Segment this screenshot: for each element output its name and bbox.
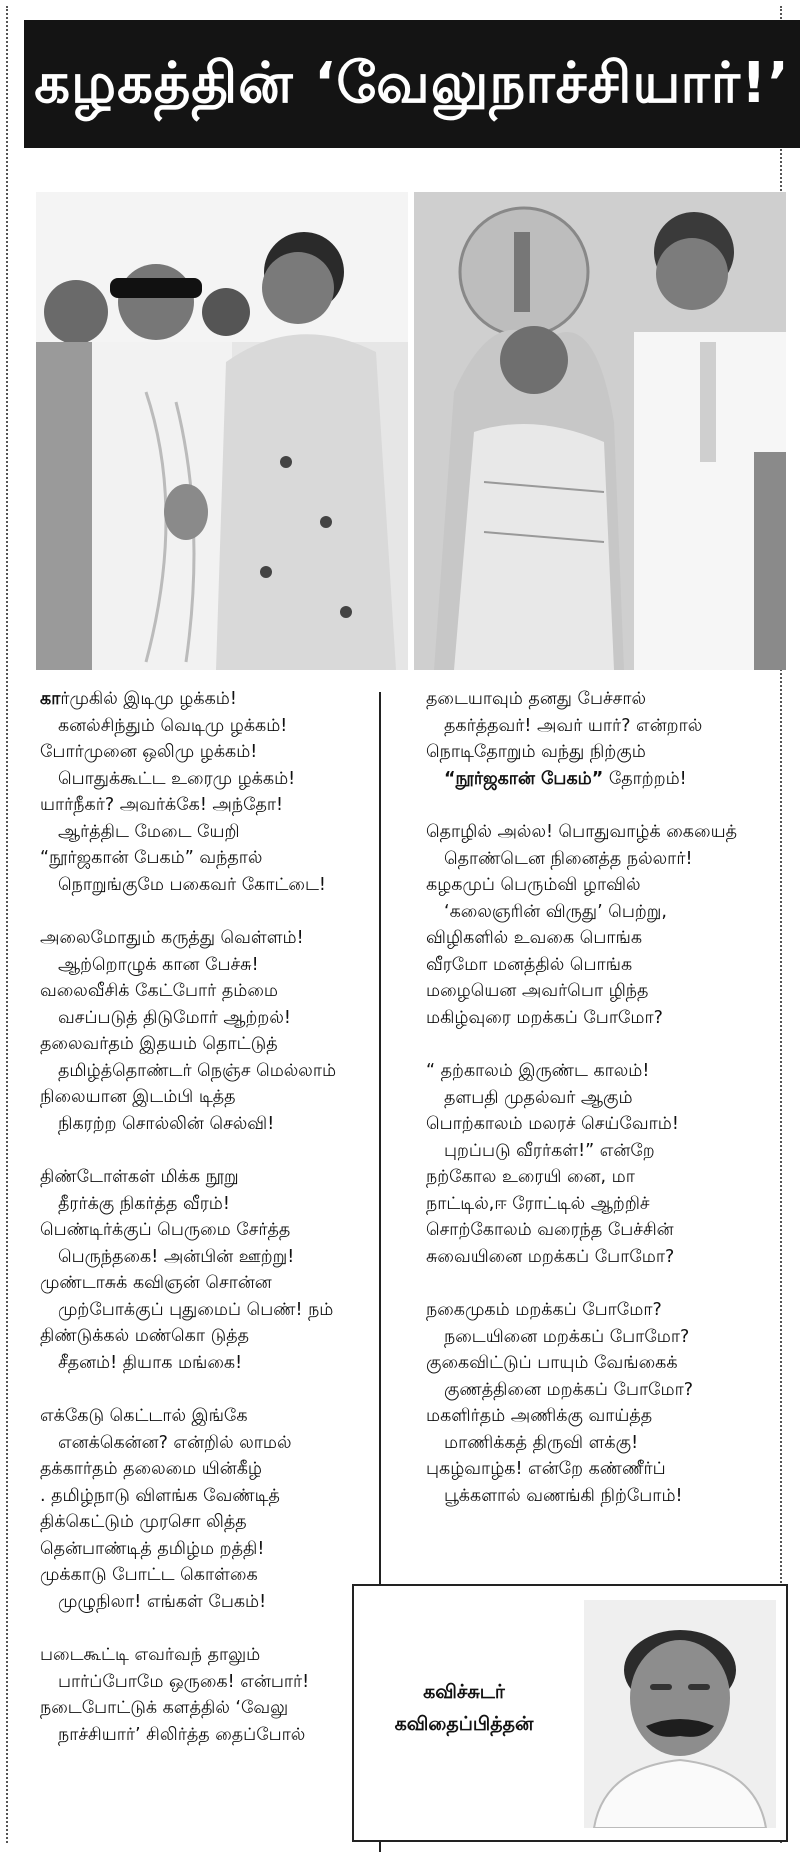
poem-line: மழையென அவர்பொ ழிந்த (426, 981, 649, 1001)
poem-line: எக்கேடு கெட்டால் இங்கே (40, 1406, 248, 1426)
poem-line: தலைவர்தம் இதயம் தொட்டுத் (40, 1034, 278, 1054)
byline-box (352, 1584, 788, 1842)
poem-line: பூக்களால் வணங்கி நிற்போம்! (444, 1485, 683, 1506)
photo-right-illustration (414, 192, 786, 670)
poem-line: மாணிக்கத் திருவி ளக்கு! (444, 1432, 639, 1453)
poet-portrait-illustration (584, 1600, 776, 1828)
poem-line: நிகரற்ற சொல்லின் செல்வி! (58, 1113, 275, 1134)
poem-line: “ தற்காலம் இருண்ட காலம்! (426, 1061, 650, 1081)
poem-line: சுவையினை மறக்கப் போமோ? (426, 1246, 675, 1267)
byline (374, 1676, 554, 1740)
poem-line: குகைவிட்டுப் பாயும் வேங்கைக் (426, 1353, 678, 1373)
poem-line: தளபதி முதல்வர் ஆகும் (444, 1087, 633, 1108)
poem-line: திண்டுக்கல் மண்கொ டுத்த (40, 1326, 249, 1346)
page-title: கழகத்தின் ‘வேலுநாச்சியார்!’ (34, 51, 790, 116)
poem-line: புகழ்வாழ்க! என்றே கண்ணீர்ப் (426, 1459, 666, 1479)
stanza-3 (40, 1164, 375, 1376)
poem-line: தொண்டென நினைத்த நல்லார்! (444, 848, 693, 869)
poem-line: யார்நீகர்? அவர்க்கே! அந்தோ! (40, 795, 284, 815)
poem-line: விழிகளில் உவகை பொங்க (426, 928, 643, 948)
poem-line (40, 686, 375, 713)
poem-line: நாட்டில்,ஈ ரோட்டில் ஆற்றிச் (426, 1193, 650, 1214)
poet-portrait (584, 1600, 776, 1828)
poem-line: முக்காடு போட்ட கொள்கை (40, 1565, 258, 1585)
poem-right-column (426, 686, 796, 1536)
poem-line: தென்பாண்டித் தமிழ்ம றத்தி! (40, 1538, 265, 1559)
poem-line: தமிழ்த்தொண்டர் நெஞ்ச மெல்லாம் (58, 1060, 337, 1081)
poem-line: முண்டாசுக் கவிஞன் சொன்ன (40, 1273, 272, 1293)
poem-line: நாச்சியார்’ சிலிர்த்த தைப்போல் (58, 1724, 306, 1745)
poem-line: கழகமுப் பெரும்வி ழாவில் (426, 875, 641, 895)
poet-title: கவிச்சுடர் (423, 1681, 505, 1703)
poem-line: தீரர்க்கு நிகர்த்த வீரம்! (58, 1193, 230, 1214)
poem-line: பெண்டிர்க்குப் பெருமை சேர்த்த (40, 1220, 291, 1240)
poem-line: பார்ப்போமே ஒருகை! என்பார்! (58, 1671, 310, 1692)
stanza-7 (426, 819, 796, 1031)
photo-left-illustration (36, 192, 408, 670)
photo-strip (36, 192, 786, 670)
poem-line: மகிழ்வுரை மறக்கப் போமோ? (426, 1007, 663, 1028)
newspaper-page (6, 6, 790, 1843)
poem-line: தொழில் அல்ல! பொதுவாழ்க் கையைத் (426, 822, 737, 842)
poem-line: வசப்படுத் திடுமோர் ஆற்றல்! (58, 1007, 291, 1028)
poem-line: முழுநிலா! எங்கள் பேகம்! (58, 1591, 267, 1612)
poem-line: தக்கார்தம் தலைமை யின்கீழ் (40, 1459, 263, 1479)
poem-line: நடையினை மறக்கப் போமோ? (444, 1326, 690, 1347)
poem-line: பெருந்தகை! அன்பின் ஊற்று! (58, 1246, 295, 1267)
stanza-1 (40, 686, 375, 898)
poem-line: முற்போக்குப் புதுமைப் பெண்! நம் (58, 1299, 334, 1320)
poem-line: அலைமோதும் கருத்து வெள்ளம்! (40, 928, 304, 948)
poet-name: கவிதைப்பித்தன் (394, 1713, 534, 1735)
poem-line: வலைவீசிக் கேட்போர் தம்மை (40, 981, 279, 1001)
poem-line: நற்கோல உரையி னை, மா (426, 1167, 635, 1187)
poem-line-text: தோற்றம்! (603, 768, 687, 789)
title-banner (24, 20, 800, 148)
poem-line: தகர்த்தவர்! அவர் யார்? என்றால் (444, 715, 703, 736)
highlight-name: “நூர்ஜகான் பேகம்” (444, 768, 604, 789)
poem-line: நொறுங்குமே பகைவர் கோட்டை! (58, 874, 326, 895)
poem-line: நொடிதோறும் வந்து நிற்கும் (426, 742, 646, 762)
poem-line: திக்கெட்டும் முரசொ லித்த (40, 1512, 247, 1532)
poem-line: . தமிழ்நாடு விளங்க வேண்டித் (40, 1485, 280, 1506)
photo-right-meeting (414, 192, 786, 670)
poem-line: ‘கலைஞரின் விருது’ பெற்று, (444, 901, 667, 922)
poem-line: சீதனம்! தியாக மங்கை! (58, 1352, 243, 1373)
poem-line: பொற்காலம் மலரச் செய்வோம்! (426, 1114, 679, 1134)
poem-line: சொற்கோலம் வரைந்த பேச்சின் (426, 1220, 674, 1240)
poem-line: போர்முனை ஒலிமு ழக்கம்! (40, 742, 258, 762)
stanza-8 (426, 1058, 796, 1270)
poem-left-column (40, 686, 375, 1775)
poem-line-text: ர்முகில் இடிமு ழக்கம்! (60, 689, 237, 709)
poem-line: திண்டோள்கள் மிக்க நூறு (40, 1167, 239, 1187)
poem-line: வீரமோ மனத்தில் பொங்க (426, 954, 633, 975)
poem-line: நகைமுகம் மறக்கப் போமோ? (426, 1300, 662, 1320)
poem-line: ஆற்றொழுக் கான பேச்சு! (58, 954, 259, 975)
poem-line: தடையாவும் தனது பேச்சால் (426, 689, 647, 709)
stanza-6 (426, 686, 796, 792)
poem-line: படைகூட்டி எவர்வந் தாலும் (40, 1645, 261, 1665)
photo-left-rally (36, 192, 408, 670)
stanza-2 (40, 925, 375, 1137)
poem-line: “நூர்ஜகான் பேகம்” வந்தால் (40, 848, 263, 868)
poem-line: புறப்படு வீரர்கள்!” என்றே (444, 1140, 655, 1161)
poem-line: மகளிர்தம் அணிக்கு வாய்த்த (426, 1406, 653, 1426)
poem-line: எனக்கென்ன? என்றில் லாமல் (58, 1432, 292, 1453)
poem-line: குணத்தினை மறக்கப் போமோ? (444, 1379, 694, 1400)
poem-line: பொதுக்கூட்ட உரைமு ழக்கம்! (58, 768, 296, 789)
poem-line: கனல்சிந்தும் வெடிமு ழக்கம்! (58, 715, 288, 736)
poem-line: ஆர்த்திட மேடை யேறி (58, 821, 240, 842)
stanza-4 (40, 1403, 375, 1615)
poem-line: நிலையான இடம்பி டித்த (40, 1087, 236, 1107)
drop-cap: கா (40, 689, 61, 709)
poem-line: நடைபோட்டுக் களத்தில் ‘வேலு (40, 1698, 289, 1718)
stanza-5 (40, 1642, 375, 1748)
poem-line (426, 766, 796, 793)
stanza-9 (426, 1297, 796, 1509)
